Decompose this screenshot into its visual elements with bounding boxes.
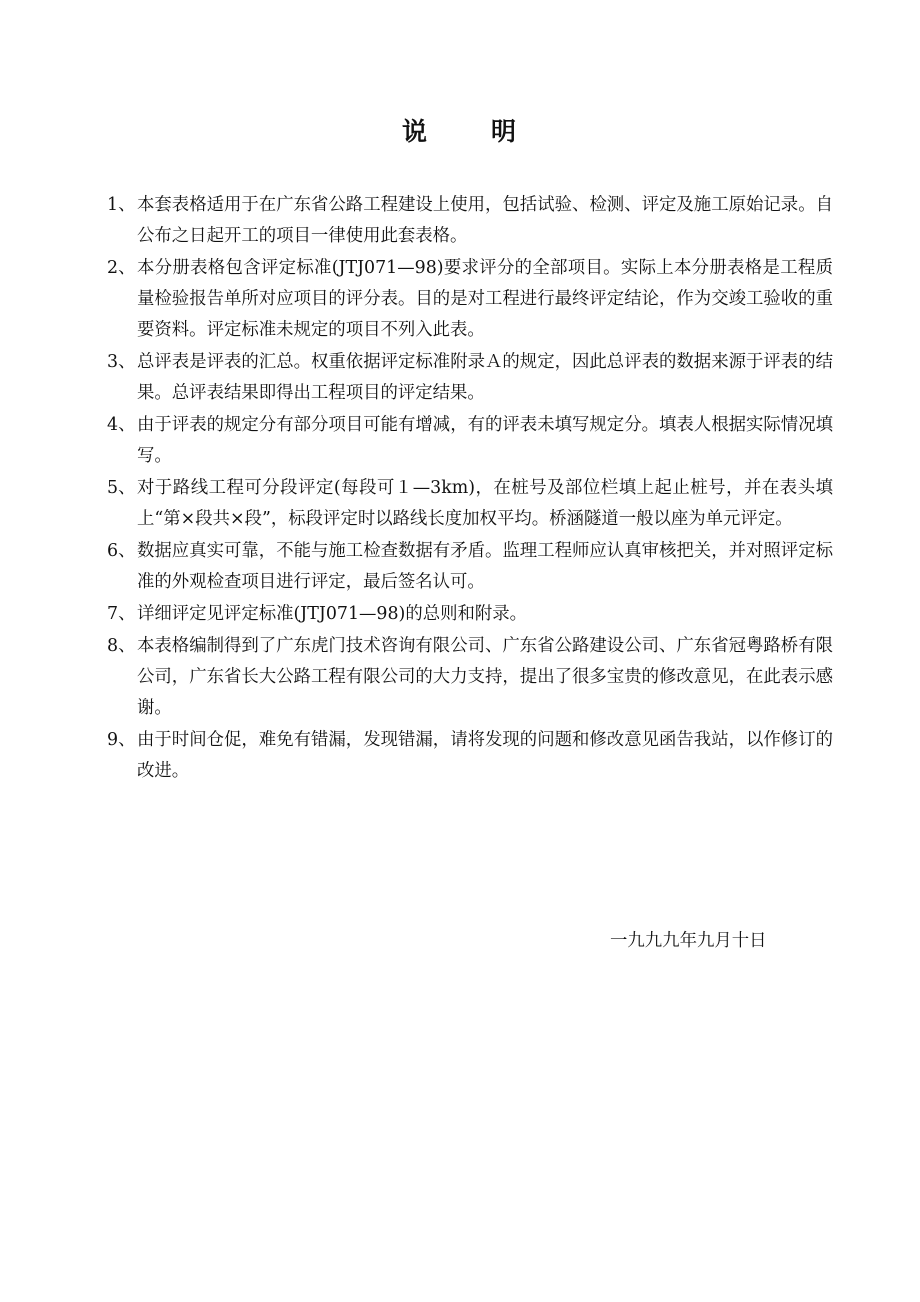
item-text: 由于时间仓促，难免有错漏，发现错漏，请将发现的问题和修改意见函告我站，以作修订的改进。 [137, 730, 833, 781]
item-text: 本套表格适用于在广东省公路工程建设上使用，包括试验、检测、评定及施工原始记录。自公布之日起开工的项目一律使用此套表格。 [137, 195, 833, 246]
page-title-right: 明 [491, 117, 519, 146]
list-item [107, 253, 833, 346]
item-number: 6、 [107, 541, 136, 561]
list-item [107, 473, 833, 535]
item-text: 本分册表格包含评定标准(JTJ071—98)要求评分的全部项目。实际上本分册表格是工程质量检验报告单所对应项目的评分表。目的是对工程进行最终评定结论，作为交竣工验收的重要资料。评定标准未规定的项目不列入此表。 [137, 258, 833, 340]
list-item [107, 599, 833, 630]
item-number: 1、 [107, 195, 136, 215]
item-text: 总评表是评表的汇总。权重依据评定标准附录Ａ的规定，因此总评表的数据来源于评表的结果。总评表结果即得出工程项目的评定结果。 [137, 352, 833, 403]
item-text: 详细评定见评定标准(JTJ071—98)的总则和附录。 [137, 604, 528, 624]
item-number: 7、 [107, 604, 136, 624]
instruction-list [107, 190, 833, 788]
item-number: 2、 [107, 258, 136, 278]
item-number: 8、 [107, 636, 136, 656]
item-text: 对于路线工程可分段评定(每段可１—3km)，在桩号及部位栏填上起止桩号，并在表头填上“第×段共×段”，标段评定时以路线长度加权平均。桥涵隧道一般以座为单元评定。 [137, 478, 833, 529]
list-item [107, 190, 833, 252]
item-number: 4、 [107, 415, 136, 435]
item-text: 由于评表的规定分有部分项目可能有增减，有的评表未填写规定分。填表人根据实际情况填写。 [137, 415, 833, 466]
list-item [107, 725, 833, 787]
list-item [107, 631, 833, 724]
list-item [107, 536, 833, 598]
item-number: 5、 [107, 478, 136, 498]
item-number: 9、 [107, 730, 136, 750]
list-item [107, 410, 833, 472]
page-title [0, 112, 920, 152]
item-text: 数据应真实可靠，不能与施工检查数据有矛盾。监理工程师应认真审核把关，并对照评定标准的外观检查项目进行评定，最后签名认可。 [137, 541, 833, 592]
list-item [107, 347, 833, 409]
item-text: 本表格编制得到了广东虎门技术咨询有限公司、广东省公路建设公司、广东省冠粤路桥有限公司，广东省长大公路工程有限公司的大力支持，提出了很多宝贵的修改意见，在此表示感谢。 [137, 636, 833, 718]
page-title-left: 说 [401, 117, 429, 146]
item-number: 3、 [107, 352, 136, 372]
document-date: 一九九九年九月十日 [610, 931, 767, 951]
